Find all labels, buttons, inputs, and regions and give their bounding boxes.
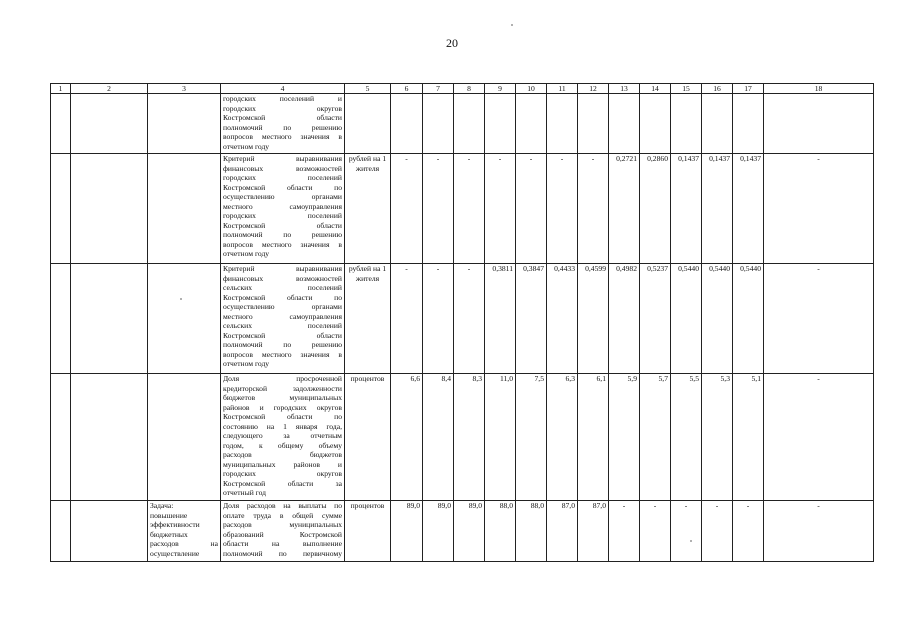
- value-cell: 89,0: [423, 501, 454, 562]
- column-number-4: 4: [221, 84, 345, 94]
- value-cell: 88,0: [485, 501, 516, 562]
- note-cell: -: [764, 154, 874, 264]
- value-cell: [485, 94, 516, 154]
- cell-col1: [51, 94, 71, 154]
- description-line: расходов муниципальных: [223, 520, 342, 529]
- description-line: оплате труда в общей сумме: [223, 510, 342, 520]
- value-cell: 88,0: [516, 501, 547, 562]
- value-cell: [423, 94, 454, 154]
- table-row: [51, 154, 874, 264]
- cell-col1: [51, 374, 71, 501]
- description-line: Костромской области по: [223, 412, 342, 421]
- value-cell: -: [671, 501, 702, 562]
- value-cell: 0,4982: [609, 264, 640, 374]
- value-cell: [578, 94, 609, 154]
- column-number-12: 12: [578, 84, 609, 94]
- task-cell: [148, 154, 221, 264]
- description-line: кредиторской задолженности: [223, 383, 342, 393]
- indicator-description: [221, 154, 345, 264]
- task-cell: [148, 374, 221, 501]
- indicator-description: [221, 264, 345, 374]
- value-cell: 0,4433: [547, 264, 578, 374]
- task-line: бюджетных: [150, 529, 188, 539]
- description-line: Костромской области по: [223, 292, 342, 302]
- description-line: сельских поселений: [223, 283, 342, 292]
- value-cell: -: [391, 264, 423, 374]
- task-cell: [148, 501, 221, 562]
- description-line: отчетном году: [223, 249, 270, 258]
- task-line: расходов на: [150, 539, 218, 548]
- indicator-description: [221, 94, 345, 154]
- value-cell: 0,5440: [733, 264, 764, 374]
- value-cell: [671, 94, 702, 154]
- unit-cell: процентов: [345, 501, 391, 562]
- value-cell: 5,7: [640, 374, 671, 501]
- column-number-1: 1: [51, 84, 71, 94]
- value-cell: [609, 94, 640, 154]
- value-cell: 0,1437: [702, 154, 733, 264]
- task-line: осуществление: [150, 548, 200, 558]
- task-cell: [148, 94, 221, 154]
- description-line: полномочий по первичному: [223, 548, 342, 558]
- value-cell: 5,5: [671, 374, 702, 501]
- value-cell: -: [640, 501, 671, 562]
- header-row: [51, 84, 874, 94]
- description-line: местного самоуправления: [223, 311, 342, 321]
- value-cell: [547, 94, 578, 154]
- table-row: [51, 264, 874, 374]
- description-line: полномочий по решению: [223, 230, 342, 239]
- value-cell: 0,3847: [516, 264, 547, 374]
- description-line: финансовых возможностей: [223, 163, 342, 173]
- value-cell: 5,9: [609, 374, 640, 501]
- description-line: образований Костромской: [223, 529, 342, 539]
- value-cell: 11,0: [485, 374, 516, 501]
- description-line: вопросов местного значения в: [223, 349, 342, 359]
- task-line: Задача:: [150, 501, 174, 510]
- description-line: Доля расходов на выплаты по: [223, 501, 342, 510]
- value-cell: -: [547, 154, 578, 264]
- cell-col2: [71, 374, 148, 501]
- value-cell: 0,3811: [485, 264, 516, 374]
- description-line: городских округов: [223, 469, 342, 478]
- column-number-18: 18: [764, 84, 874, 94]
- description-line: следующего за отчетным: [223, 431, 342, 440]
- description-line: районов и городских округов: [223, 402, 342, 412]
- value-cell: 0,5237: [640, 264, 671, 374]
- task-cell: [148, 264, 221, 374]
- description-line: Костромской области: [223, 330, 342, 340]
- description-line: Костромской области: [223, 220, 342, 230]
- value-cell: 6,3: [547, 374, 578, 501]
- scan-speck: [180, 298, 182, 300]
- description-line: городских поселений и: [223, 94, 342, 103]
- value-cell: [733, 94, 764, 154]
- description-line: отчетном году: [223, 141, 270, 151]
- task-line: повышение: [150, 510, 188, 520]
- cell-col2: [71, 501, 148, 562]
- value-cell: 0,2860: [640, 154, 671, 264]
- column-number-2: 2: [71, 84, 148, 94]
- scan-speck: [511, 24, 513, 26]
- table-row: [51, 374, 874, 501]
- note-cell: -: [764, 264, 874, 374]
- value-cell: 0,4599: [578, 264, 609, 374]
- column-number-11: 11: [547, 84, 578, 94]
- indicator-description: [221, 501, 345, 562]
- cell-col1: [51, 501, 71, 562]
- value-cell: -: [609, 501, 640, 562]
- value-cell: 6,6: [391, 374, 423, 501]
- description-line: городских поселений: [223, 211, 342, 220]
- value-cell: -: [454, 264, 485, 374]
- note-cell: -: [764, 374, 874, 501]
- description-line: муниципальных районов и: [223, 459, 342, 469]
- value-cell: 5,3: [702, 374, 733, 501]
- table-row: [51, 501, 874, 562]
- column-number-6: 6: [391, 84, 423, 94]
- scan-speck: [690, 540, 692, 542]
- unit-cell: процентов: [345, 374, 391, 501]
- column-number-7: 7: [423, 84, 454, 94]
- description-line: Критерий выравнивания: [223, 264, 342, 273]
- value-cell: -: [733, 501, 764, 562]
- description-line: городских округов: [223, 103, 342, 113]
- cell-col2: [71, 94, 148, 154]
- value-cell: 0,1437: [671, 154, 702, 264]
- unit-cell: рублей на 1 жителя: [345, 154, 391, 264]
- description-line: сельских поселений: [223, 321, 342, 330]
- page-number: 20: [446, 36, 458, 50]
- description-line: Критерий выравнивания: [223, 154, 342, 163]
- value-cell: 8,3: [454, 374, 485, 501]
- column-number-8: 8: [454, 84, 485, 94]
- value-cell: -: [454, 154, 485, 264]
- table-row: [51, 94, 874, 154]
- value-cell: 0,5440: [671, 264, 702, 374]
- column-number-13: 13: [609, 84, 640, 94]
- indicators-table: [50, 83, 874, 562]
- value-cell: -: [423, 154, 454, 264]
- note-cell: -: [764, 501, 874, 562]
- column-number-14: 14: [640, 84, 671, 94]
- value-cell: -: [702, 501, 733, 562]
- note-cell: [764, 94, 874, 154]
- description-line: годом, к общему объему: [223, 440, 342, 450]
- description-line: Доля просроченной: [223, 374, 342, 383]
- value-cell: [391, 94, 423, 154]
- value-cell: [516, 94, 547, 154]
- column-number-5: 5: [345, 84, 391, 94]
- column-number-9: 9: [485, 84, 516, 94]
- description-line: отчетный год: [223, 488, 267, 497]
- description-line: вопросов местного значения в: [223, 132, 342, 141]
- indicator-description: [221, 374, 345, 501]
- value-cell: 0,2721: [609, 154, 640, 264]
- value-cell: 7,5: [516, 374, 547, 501]
- value-cell: -: [485, 154, 516, 264]
- description-line: отчетном году: [223, 359, 270, 368]
- column-number-3: 3: [148, 84, 221, 94]
- value-cell: 87,0: [547, 501, 578, 562]
- value-cell: [454, 94, 485, 154]
- column-number-16: 16: [702, 84, 733, 94]
- description-line: городских поселений: [223, 173, 342, 182]
- value-cell: 87,0: [578, 501, 609, 562]
- column-number-15: 15: [671, 84, 702, 94]
- cell-col2: [71, 154, 148, 264]
- description-line: состоянию на 1 января года,: [223, 421, 342, 431]
- value-cell: 89,0: [391, 501, 423, 562]
- unit-cell: [345, 94, 391, 154]
- description-line: местного самоуправления: [223, 201, 342, 211]
- cell-col1: [51, 264, 71, 374]
- description-line: финансовых возможностей: [223, 273, 342, 283]
- column-number-17: 17: [733, 84, 764, 94]
- description-line: расходов бюджетов: [223, 450, 342, 459]
- task-line: эффективности: [150, 520, 200, 529]
- value-cell: -: [516, 154, 547, 264]
- cell-col2: [71, 264, 148, 374]
- description-line: осуществлению органами: [223, 192, 342, 201]
- description-line: полномочий по решению: [223, 340, 342, 349]
- value-cell: 5,1: [733, 374, 764, 501]
- description-line: Костромской области по: [223, 182, 342, 192]
- value-cell: -: [423, 264, 454, 374]
- value-cell: [640, 94, 671, 154]
- value-cell: 0,1437: [733, 154, 764, 264]
- unit-cell: рублей на 1 жителя: [345, 264, 391, 374]
- value-cell: [702, 94, 733, 154]
- description-line: вопросов местного значения в: [223, 239, 342, 249]
- value-cell: 89,0: [454, 501, 485, 562]
- description-line: осуществлению органами: [223, 302, 342, 311]
- value-cell: 0,5440: [702, 264, 733, 374]
- value-cell: 8,4: [423, 374, 454, 501]
- value-cell: 6,1: [578, 374, 609, 501]
- value-cell: -: [578, 154, 609, 264]
- description-line: Костромской области за: [223, 478, 342, 488]
- description-line: бюджетов муниципальных: [223, 393, 342, 402]
- column-number-10: 10: [516, 84, 547, 94]
- description-line: полномочий по решению: [223, 122, 342, 132]
- value-cell: -: [391, 154, 423, 264]
- description-line: Костромской области: [223, 113, 342, 122]
- cell-col1: [51, 154, 71, 264]
- description-line: области на выполнение: [223, 539, 342, 548]
